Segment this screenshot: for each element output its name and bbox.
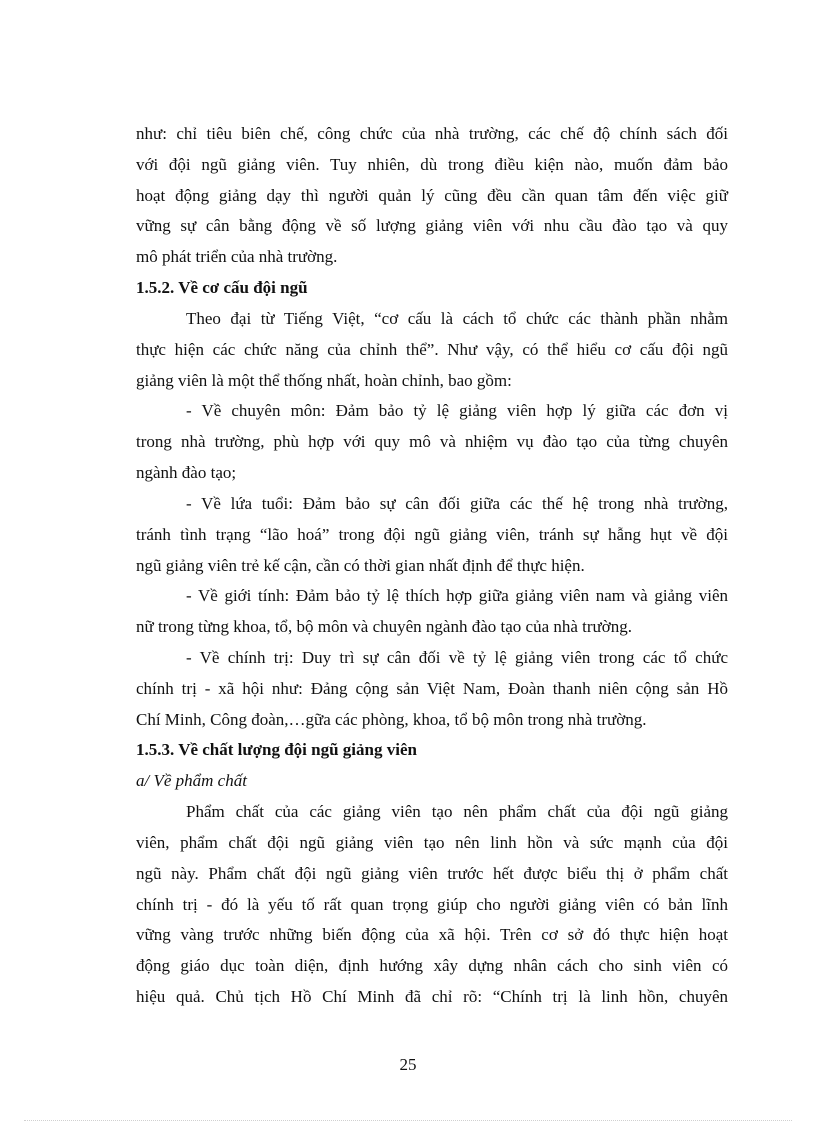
paragraph-line: vững sự cân bằng động về số lượng giảng viên với nhu cầu đào tạo và quy <box>136 216 728 235</box>
paragraph-line: tránh tình trạng “lão hoá” trong đội ngũ giảng viên, tránh sự hẫng hụt về đội <box>136 525 728 544</box>
paragraph-line: vững vàng trước những biến động của xã hội. Trên cơ sở đó thực hiện hoạt <box>136 925 728 944</box>
paragraph-line: ngũ này. Phẩm chất đội ngũ giảng viên trước hết được biểu thị ở phẩm chất <box>136 864 728 883</box>
paragraph-line: hiệu quả. Chủ tịch Hồ Chí Minh đã chỉ rõ: “Chính trị là linh hồn, chuyên <box>136 987 728 1006</box>
page-bottom-border <box>24 1120 792 1121</box>
paragraph-line: chính trị - đó là yếu tố rất quan trọng giúp cho người giảng viên có bản lĩnh <box>136 895 728 914</box>
paragraph-line: - Về lứa tuổi: Đảm bảo sự cân đối giữa các thế hệ trong nhà trường, <box>186 494 728 513</box>
paragraph-line: viên, phẩm chất đội ngũ giảng viên tạo nên linh hồn và sức mạnh của đội <box>136 833 728 852</box>
paragraph-line: thực hiện các chức năng của chỉnh thể”. Như vậy, có thể hiểu cơ cấu đội ngũ <box>136 340 728 359</box>
paragraph-line: ngũ giảng viên trẻ kế cận, cần có thời gian nhất định để thực hiện. <box>136 556 585 575</box>
paragraph-line: Phẩm chất của các giảng viên tạo nên phẩm chất của đội ngũ giảng <box>186 802 728 821</box>
paragraph-line: - Về giới tính: Đảm bảo tỷ lệ thích hợp giữa giảng viên nam và giảng viên <box>186 586 728 605</box>
subheading-pham-chat: a/ Về phẩm chất <box>136 771 247 790</box>
paragraph-line: hoạt động giảng dạy thì người quản lý cũng đều cần quan tâm đến việc giữ <box>136 186 728 205</box>
paragraph-line: Theo đại từ Tiếng Việt, “cơ cấu là cách tổ chức các thành phần nhằm <box>186 309 728 328</box>
paragraph-line: như: chỉ tiêu biên chế, công chức của nhà trường, các chế độ chính sách đối <box>136 124 728 143</box>
page-number: 25 <box>399 1055 417 1074</box>
section-heading-1-5-3: 1.5.3. Về chất lượng đội ngũ giảng viên <box>136 740 417 759</box>
paragraph-line: Chí Minh, Công đoàn,…gữa các phòng, khoa, tổ bộ môn trong nhà trường. <box>136 710 647 729</box>
paragraph-line: giảng viên là một thể thống nhất, hoàn chỉnh, bao gồm: <box>136 371 512 390</box>
paragraph-line: nữ trong từng khoa, tổ, bộ môn và chuyên ngành đào tạo của nhà trường. <box>136 617 632 636</box>
paragraph-line: - Về chuyên môn: Đảm bảo tỷ lệ giảng viên hợp lý giữa các đơn vị <box>186 401 728 420</box>
paragraph-line: với đội ngũ giảng viên. Tuy nhiên, dù trong điều kiện nào, muốn đảm bảo <box>136 155 728 174</box>
section-heading-1-5-2: 1.5.2. Về cơ cấu đội ngũ <box>136 278 308 297</box>
paragraph-line: động giáo dục toàn diện, định hướng xây dựng nhân cách cho sinh viên có <box>136 956 728 975</box>
paragraph-line: mô phát triển của nhà trường. <box>136 247 338 266</box>
paragraph-line: ngành đào tạo; <box>136 463 237 482</box>
paragraph-line: trong nhà trường, phù hợp với quy mô và nhiệm vụ đào tạo của từng chuyên <box>136 432 728 451</box>
paragraph-line: - Về chính trị: Duy trì sự cân đối về tỷ lệ giảng viên trong các tổ chức <box>186 648 728 667</box>
paragraph-line: chính trị - xã hội như: Đảng cộng sản Việt Nam, Đoàn thanh niên cộng sản Hồ <box>136 679 728 698</box>
